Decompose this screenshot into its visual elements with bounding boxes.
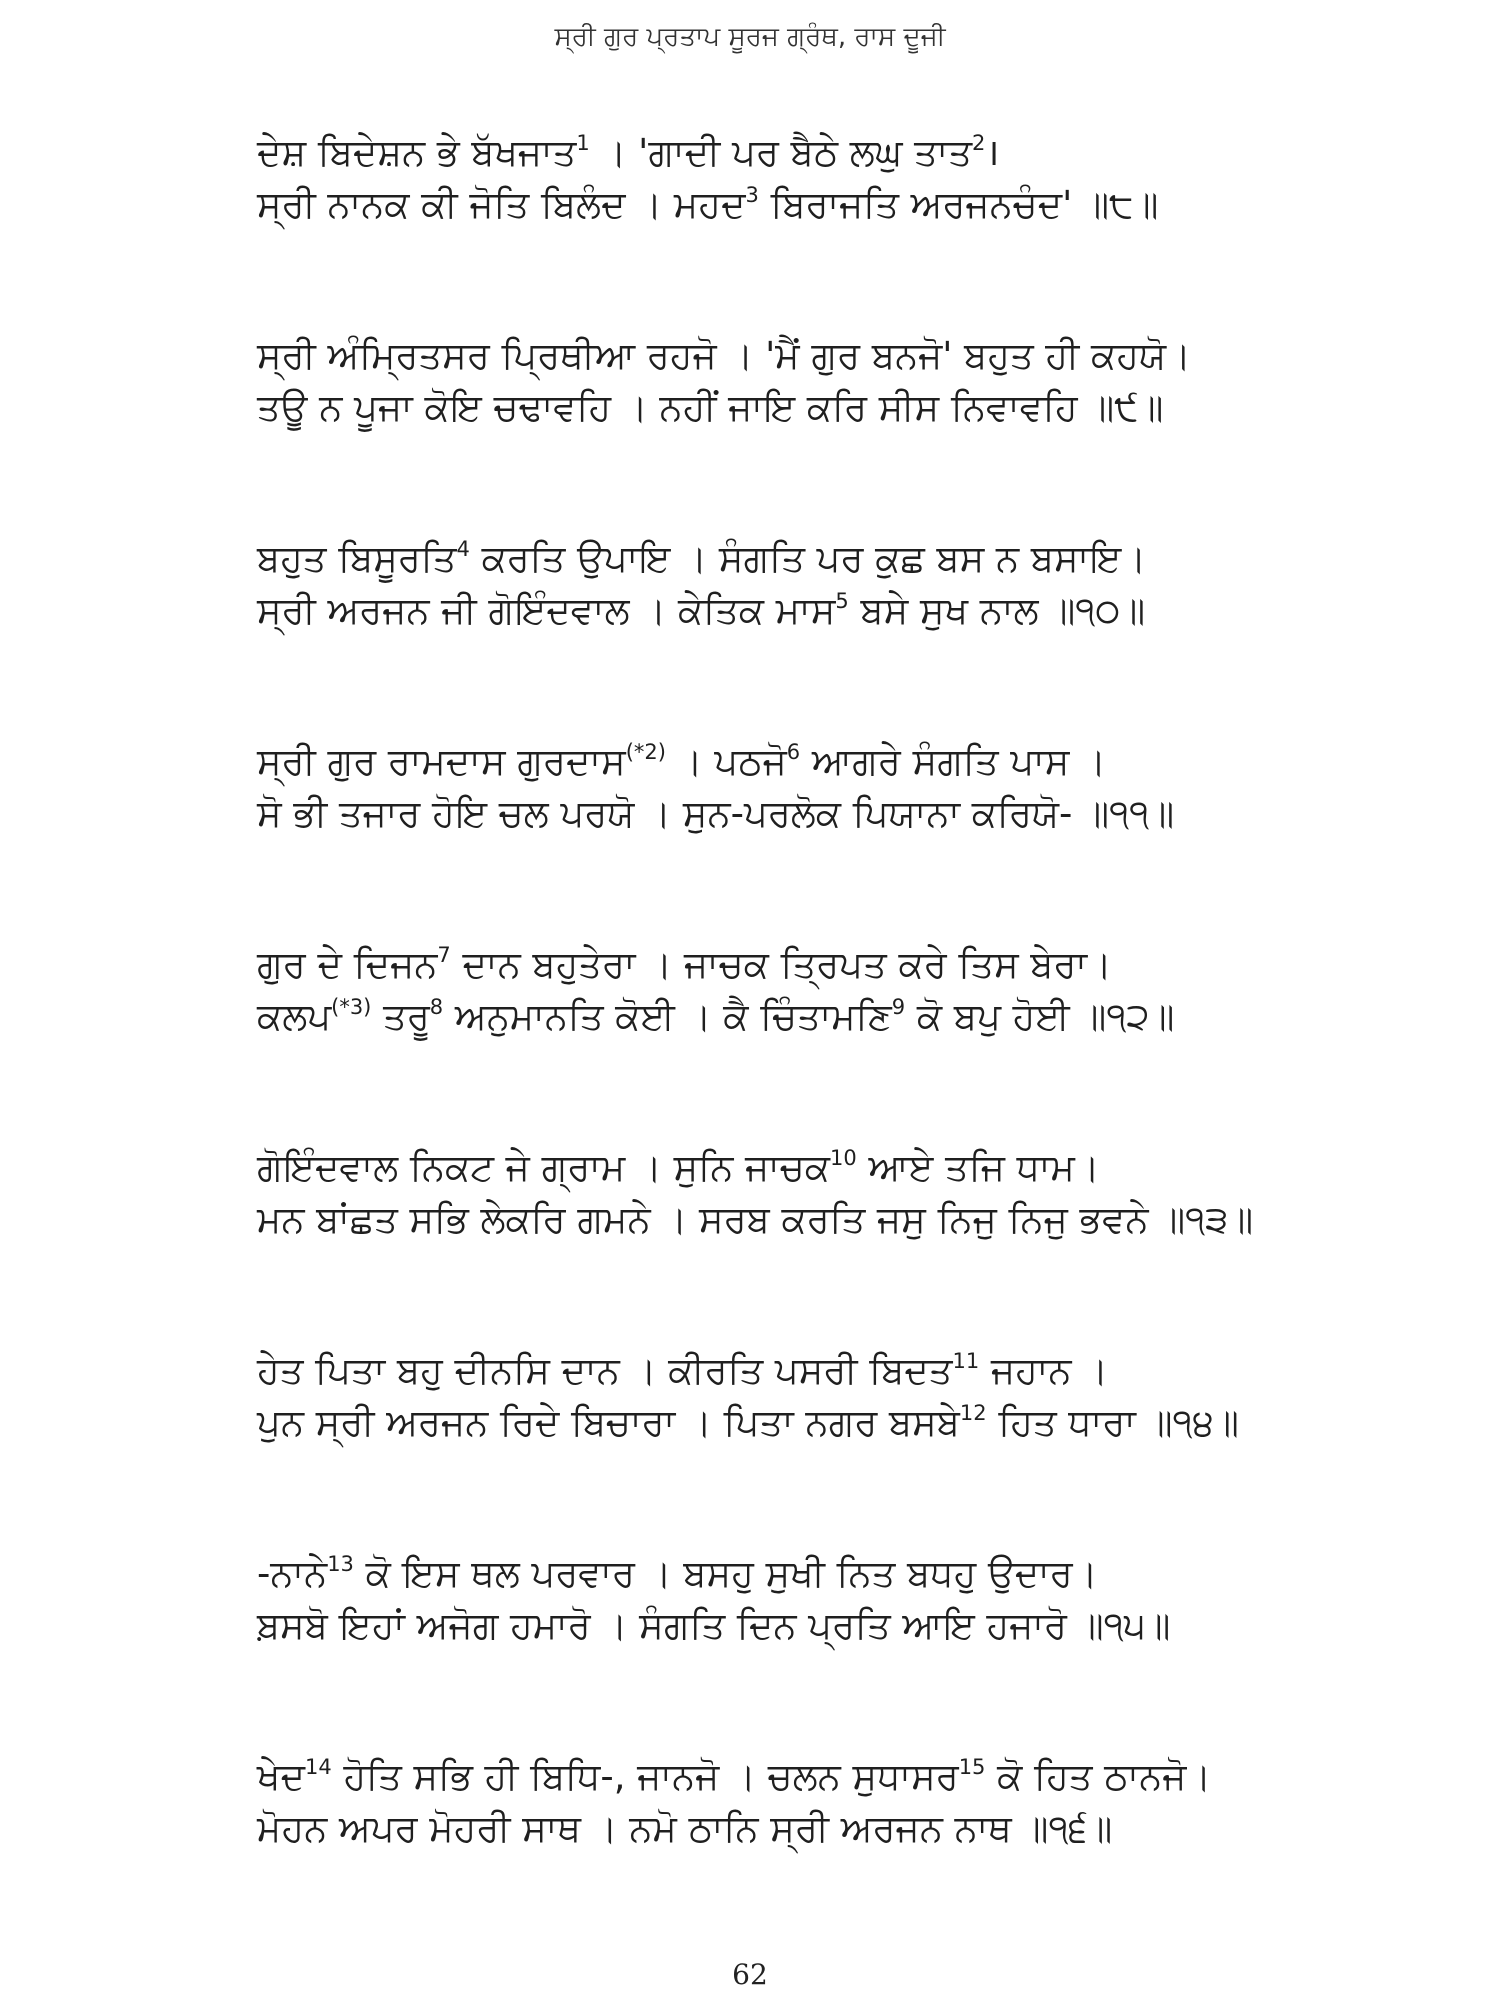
verse-line [257,992,1437,1042]
verse-text: ਸ੍ਰੀ ਨਾਨਕ ਕੀ ਜੋਤਿ ਬਿਲੰਦ । ਮਹਦ [257,183,746,226]
verse-line [257,128,1437,178]
verse-text: ਬਸੇ ਸੁਖ ਨਾਲ ॥੧੦॥ [848,589,1146,632]
stanza [257,331,1437,534]
verse-line [257,1346,1437,1396]
verse-text: । ਪਠਜੋ [665,740,787,783]
verse-text: ਕਰਤਿ ਉਪਾਇ । ਸੰਗਤਿ ਪਰ ਕੁਛ ਬਸ ਨ ਬਸਾਇ। [469,537,1147,580]
verse-line [257,180,1437,230]
verse-text: -ਨਾਨੇ [257,1552,328,1595]
verse-text: । [985,131,1000,174]
verse-text: ਬਿਰਾਜਤਿ ਅਰਜਨਚੰਦ' ॥੮॥ [758,183,1159,226]
footnote-marker: 3 [745,183,759,207]
verse-text: ਬ਼ਸਬੋ ਇਹਾਂ ਅਜੋਗ ਹਮਾਰੋ । ਸੰਗਤਿ ਦਿਨ ਪ੍ਰਤਿ ਆਇ ਹਜਾਰੋ ॥੧੫॥ [257,1604,1171,1647]
stanza [257,737,1437,940]
footnote-marker: 14 [304,1755,332,1779]
verse-line [257,586,1437,636]
verse-text: ਖੇਦ [257,1755,305,1798]
stanza [257,1752,1437,1955]
footnote-marker: 4 [456,537,470,561]
footnote-marker: 13 [327,1552,354,1576]
footnote-marker: 10 [830,1146,857,1170]
running-header: ਸ੍ਰੀ ਗੁਰ ਪ੍ਰਤਾਪ ਸੂਰਜ ਗ੍ਰੰਥ, ਰਾਸ ਦੂਜੀ [554,22,946,52]
verse-text: ਸੋ ਭੀ ਤਜਾਰ ਹੋਇ ਚਲ ਪਰਯੋ । ਸੁਨ-ਪਰਲੋਕ ਪਿਯਾਨਾ ਕਰਿਯੋ- ॥੧੧॥ [257,792,1175,835]
verse-text: ਤਰੂ [371,995,430,1038]
footnote-marker: (*2) [625,740,666,764]
stanza [257,1346,1437,1549]
verse-text: ਜਹਾਨ । [979,1349,1109,1392]
verse-line [257,737,1437,787]
footnote-marker: (*3) [331,995,372,1019]
verse-text: ਦਾਨ ਬਹੁਤੇਰਾ । ਜਾਚਕ ਤ੍ਰਿਪਤ ਕਰੇ ਤਿਸ ਬੇਰਾ। [450,943,1112,986]
verse-text: ਸ੍ਰੀ ਅਰਜਨ ਜੀ ਗੋਇੰਦਵਾਲ । ਕੇਤਿਕ ਮਾਸ [257,589,836,632]
stanza [257,940,1437,1143]
verse-text: ਹਿਤ ਧਾਰਾ ॥੧੪॥ [986,1401,1239,1444]
footnote-marker: 7 [437,943,451,967]
footnote-marker: 12 [959,1401,987,1425]
footnote-marker: 6 [786,740,801,764]
verse-line [257,1195,1437,1245]
verse-text: ਮਨ ਬਾਂਛਤ ਸਭਿ ਲੇਕਰਿ ਗਮਨੇ । ਸਰਬ ਕਰਤਿ ਜਸੁ ਨਿਜੁ ਨਿਜੁ ਭਵਨੇ ॥੧੩॥ [257,1198,1254,1241]
verse-line [257,331,1437,381]
footnote-marker: 11 [952,1349,980,1373]
verse-text: ਸ੍ਰੀ ਅੰਮ੍ਰਿਤਸਰ ਪ੍ਰਿਥੀਆ ਰਹਜੋ । 'ਮੈਂ ਗੁਰ ਬਨਜੋ' ਬਹੁਤ ਹੀ ਕਹਯੋ। [257,334,1192,377]
verse-text: ਸ੍ਰੀ ਗੁਰ ਰਾਮਦਾਸ ਗੁਰਦਾਸ [257,740,626,783]
verse-text: ਕੋ ਬਪੁ ਹੋਈ ॥੧੨॥ [905,995,1175,1038]
verse-line [257,940,1437,990]
verse-text: ਹੇਤ ਪਿਤਾ ਬਹੁ ਦੀਨਸਿ ਦਾਨ । ਕੀਰਤਿ ਪਸਰੀ ਬਿਦਤ [257,1349,953,1392]
verse-text: । 'ਗਾਦੀ ਪਰ ਬੈਠੇ ਲਘੁ ਤਾਤ [589,131,973,174]
verse-line [257,383,1437,433]
verse-line [257,1549,1437,1599]
footnote-marker: 8 [429,995,444,1019]
verse-text: ਹੋਤਿ ਸਭਿ ਹੀ ਬਿਧਿ-, ਜਾਨਜੋ । ਚਲਨ ਸੁਧਾਸਰ [331,1755,959,1798]
verse-text: ਆਗਰੇ ਸੰਗਤਿ ਪਾਸ । [800,740,1107,783]
verse-text: ਦੇਸ਼ ਬਿਦੇਸ਼ਨ ਭੇ ਬੱਖਜਾਤ [257,131,577,174]
stanza [257,534,1437,737]
stanza [257,128,1437,331]
verse-line [257,1143,1437,1193]
footnote-marker: 9 [891,995,906,1019]
verse-text: ਗੁਰ ਦੇ ਦਿਜਨ [257,943,438,986]
verse-line [257,1804,1437,1854]
page-number: 62 [732,1958,768,1991]
verse-text: ਪੁਨ ਸ੍ਰੀ ਅਰਜਨ ਰਿਦੇ ਬਿਚਾਰਾ । ਪਿਤਾ ਨਗਰ ਬਸਬੇ [257,1401,960,1444]
footnote-marker: 5 [835,589,849,613]
verse-text: ਕੋ ਹਿਤ ਠਾਨਜੋ। [985,1755,1212,1798]
verse-text: ਅਨੁਮਾਨਤਿ ਕੋਈ । ਕੈ ਚਿੰਤਾਮਣਿ [443,995,892,1038]
verse-text: ਤਊ ਨ ਪੂਜਾ ਕੋਇ ਚਢਾਵਹਿ । ਨਹੀਂ ਜਾਇ ਕਰਿ ਸੀਸ ਨਿਵਾਵਹਿ ॥੯॥ [257,386,1164,429]
verse-line [257,1601,1437,1651]
verse-line [257,1398,1437,1448]
verse-line [257,534,1437,584]
stanza [257,1143,1437,1346]
verse-text: ਗੋਇੰਦਵਾਲ ਨਿਕਟ ਜੇ ਗ੍ਰਾਮ । ਸੁਨਿ ਜਾਚਕ [257,1146,831,1189]
verse-line [257,1752,1437,1802]
verse-text: ਕਲਪ [257,995,332,1038]
footnote-marker: 2 [972,131,986,155]
verse-text: ਕੋ ਇਸ ਥਲ ਪਰਵਾਰ । ਬਸਹੁ ਸੁਖੀ ਨਿਤ ਬਧਹੁ ਉਦਾਰ। [353,1552,1098,1595]
stanza [257,1549,1437,1752]
verse-line [257,789,1437,839]
verse-list [257,128,1437,1955]
footnote-marker: 1 [576,131,590,155]
footnote-marker: 15 [958,1755,986,1779]
verse-text: ਬਹੁਤ ਬਿਸੂਰਤਿ [257,537,457,580]
verse-text: ਮੋਹਨ ਅਪਰ ਮੋਹਰੀ ਸਾਥ । ਨਮੋ ਠਾਨਿ ਸ੍ਰੀ ਅਰਜਨ ਨਾਥ ॥੧੬॥ [257,1807,1113,1850]
verse-text: ਆਏ ਤਜਿ ਧਾਮ। [856,1146,1100,1189]
